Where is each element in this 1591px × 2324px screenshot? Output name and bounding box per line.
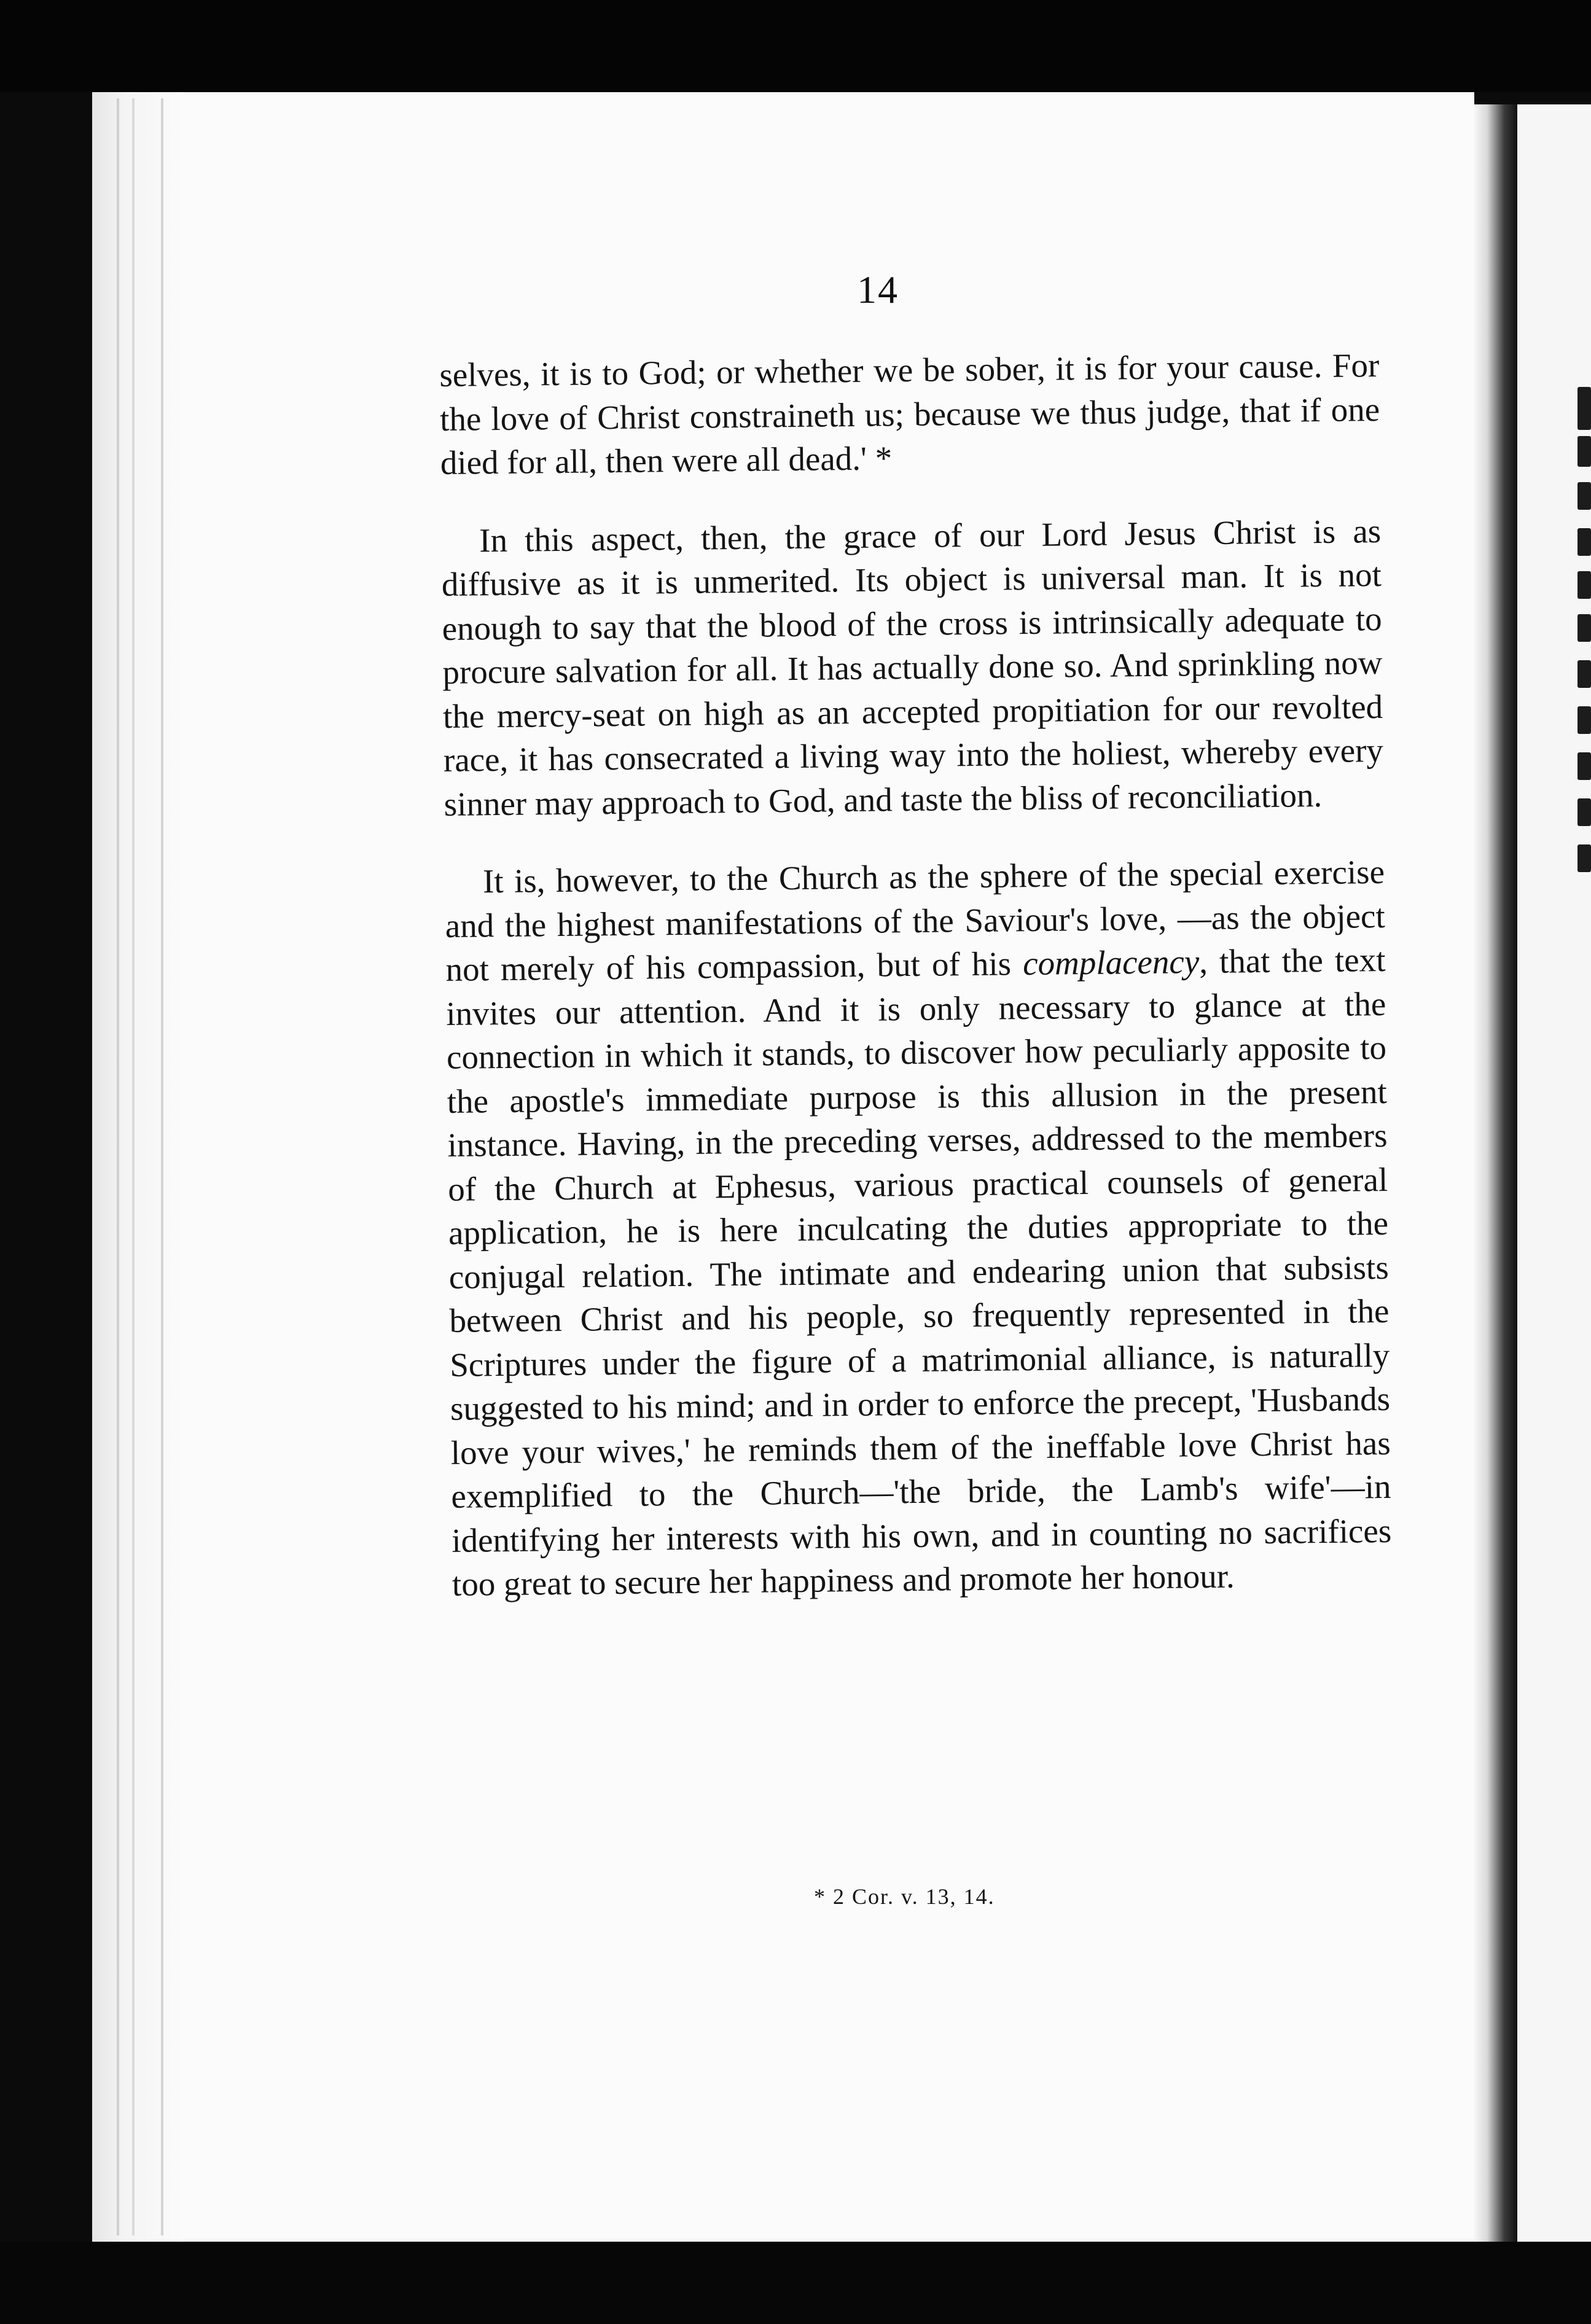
page-number: 14 — [857, 268, 899, 311]
facing-page-glyph — [1577, 436, 1591, 467]
facing-page-glyph — [1577, 482, 1591, 510]
facing-page-glyph — [1577, 614, 1591, 642]
facing-page-glyph — [1577, 528, 1591, 556]
paragraph-text: , that the text invites our attention. And it is only necessary to glance at the connection in which it stands, to discover how peculiarly apposite to the apostle's immediate purpose is this allusion in the present instance. Having, in the preceding verses, addressed to the members of the Church at Ephesus, various practical counsels of general application, he is here inculcating the duties appropriate to the conjugal relation. The intimate and endearing union that subsists between Christ and his people, so frequently represented in the Scriptures under the figure of a matrimonial alliance, is naturally suggested to his mind; and in order to enforce the precept, 'Husbands love your wives,' he reminds them of the ineffable love Christ has exemplified to the Church—'the bride, the Lamb's wife'—in identifying her interests with his own, and in counting no sacrifices too great to secure her happiness and promote her honour. — [445, 940, 1392, 1603]
footnote: * 2 Cor. v. 13, 14. — [814, 1884, 995, 1909]
paragraph-text: It is, however, to the Church as the sphere of the special exercise and the highest manifestations of the Saviour's love, —as the object not merely of his compassion, but of his — [445, 852, 1385, 988]
page-edge-line — [161, 98, 163, 2236]
facing-page-glyph — [1577, 844, 1591, 872]
italic-word: complacency — [1022, 943, 1200, 983]
facing-page-glyph — [1577, 660, 1591, 688]
facing-page-glyph — [1577, 387, 1591, 430]
facing-page-glyph — [1577, 571, 1591, 599]
page-edge-line — [117, 98, 119, 2236]
facing-page-glyph — [1577, 706, 1591, 734]
scan-top-border — [0, 0, 1591, 92]
paragraph: In this aspect, then, the grace of our Lord Jesus Christ is as diffusive as it is unmerited. Its object is universal man. It is not enough to say that the blood of the cross is intrinsically adequate to procure salvation for all. It has actually done so. And sprinkling now the mercy-seat on high as an accepted propitiation for our revolted race, it has consecrated a living way into the holiest, whereby every sinner may approach to God, and taste the bliss of reconciliation. — [441, 512, 1384, 823]
page-edge-line — [132, 98, 135, 2236]
paragraph — [445, 850, 1393, 1606]
facing-page-glyph — [1577, 752, 1591, 780]
page-left-edge — [92, 92, 184, 2242]
body-text — [439, 343, 1392, 1606]
book-gutter — [1474, 104, 1517, 2242]
scan-bottom-border — [0, 2242, 1591, 2324]
paragraph: selves, it is to God; or whether we be sober, it is for your cause. For the love of Christ constraineth us; because we thus judge, that if one died for all, then were all dead.' * — [439, 346, 1380, 482]
facing-page-glyph — [1577, 798, 1591, 826]
